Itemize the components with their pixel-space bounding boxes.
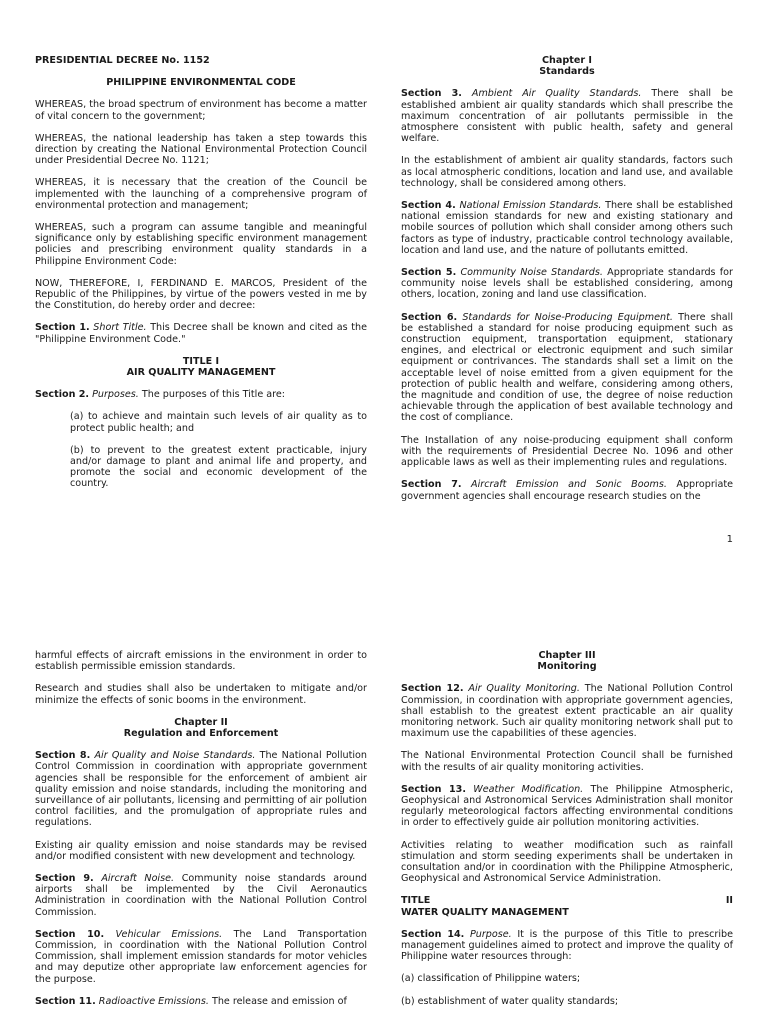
section-heading: Section 2. xyxy=(35,389,90,401)
section-heading: Section 5. xyxy=(401,267,457,279)
whereas-paragraph: WHEREAS, the national leadership has taken a step towards this direction by creating the National Environmental Protection Council under Presidential Decree No. 1121; xyxy=(35,132,367,167)
section-heading: Section 7. xyxy=(401,479,462,491)
section-1 xyxy=(35,322,367,344)
section-12-paragraph-2: The National Environmental Protection Council shall be furnished with the results of air quality monitoring activities. xyxy=(401,750,733,773)
chapter-1-heading xyxy=(401,55,733,77)
section-2 xyxy=(35,389,367,400)
section-13 xyxy=(401,784,733,829)
section-body: Appropriate government agencies shall encourage research studies on the xyxy=(401,479,733,502)
section-heading: Section 11. xyxy=(35,995,96,1007)
section-body: The National Pollution Control Commission in coordination with appropriate government agencies shall be responsible for the enforcement of ambient air quality emission and noise standards, including the monitoring and surveillance of air pollutants, licensing and permitting of air pollution control facilities, and the promulgation of appropriate rules and regulations. xyxy=(35,750,367,829)
code-title: PHILIPPINE ENVIRONMENTAL CODE xyxy=(106,77,296,89)
title-subtitle: WATER QUALITY MANAGEMENT xyxy=(401,906,569,918)
section-body: The Philippine Atmospheric, Geophysical and Astronomical Services Administration shall monitor regularly meteorological factors affecting environmental conditions in order to effectively guide air pollution monitoring activities. xyxy=(401,783,734,829)
section-heading: Section 14. xyxy=(401,928,465,940)
purpose-item-b: (b) establishment of water quality standards; xyxy=(401,995,619,1007)
section-subtitle: Air Quality Monitoring. xyxy=(468,683,580,695)
purpose-item-a: (a) classification of Philippine waters; xyxy=(401,973,581,985)
section-heading: Section 12. xyxy=(401,683,464,695)
document-page-2 xyxy=(0,640,768,1024)
section-subtitle: Aircraft Emission and Sonic Booms. xyxy=(471,479,667,491)
section-3 xyxy=(401,88,733,144)
section-heading: Section 13. xyxy=(401,783,466,795)
purpose-item-a: (a) to achieve and maintain such levels of air quality as to protect public health; and xyxy=(70,411,367,434)
title-2-heading xyxy=(401,895,733,906)
section-body: The purposes of this Title are: xyxy=(138,389,286,401)
section-subtitle: Short Title. xyxy=(93,322,147,334)
section-6-paragraph-2: The Installation of any noise-producing equipment shall conform with the requirements of Presidential Decree No. 1096 and other applicable laws as well as their implementing rules and regulations. xyxy=(401,434,733,469)
chapter-subtitle: Regulation and Enforcement xyxy=(123,728,279,740)
section-body: This Decree shall be known and cited as the "Philippine Environment Code." xyxy=(35,322,367,345)
whereas-paragraph: WHEREAS, the broad spectrum of environment has become a matter of vital concern to the government; xyxy=(35,99,367,122)
section-8-paragraph-2: Existing air quality emission and noise standards may be revised and/or modified consistent with new development and technology. xyxy=(35,839,367,862)
chapter-2-heading xyxy=(35,717,367,739)
section-10 xyxy=(35,929,367,985)
purpose-item-b: (b) to prevent to the greatest extent practicable, injury and/or damage to plant and animal life and property, and promote the social and economic development of the country. xyxy=(70,444,367,490)
section-heading: Section 1. xyxy=(35,322,90,334)
section-subtitle: Ambient Air Quality Standards. xyxy=(471,88,642,100)
section-heading: Section 4. xyxy=(401,200,456,212)
section-body: The National Pollution Control Commission, in coordination with appropriate government agencies, shall establish to the greatest extent practicable an air quality monitoring network. Such air quality monitoring network shall put to maximum use the capabilities of these agencies. xyxy=(401,683,733,740)
section-3-paragraph-2: In the establishment of ambient air quality standards, factors such as local atmospheric conditions, location and land use, and available technology, shall be considered among others. xyxy=(401,155,733,189)
enacting-clause: NOW, THEREFORE, I, FERDINAND E. MARCOS, President of the Republic of the Philippines, by virtue of the powers vested in me by the Constitution, do hereby order and decree: xyxy=(35,277,367,312)
chapter-subtitle: Standards xyxy=(539,66,595,78)
title-label: TITLE I xyxy=(182,355,220,367)
section-subtitle: Radioactive Emissions. xyxy=(98,995,209,1007)
section-11 xyxy=(35,996,367,1007)
chapter-label: Chapter I xyxy=(542,55,592,66)
chapter-subtitle: Monitoring xyxy=(537,661,597,673)
decree-number: PRESIDENTIAL DECREE No. 1152 xyxy=(35,55,210,66)
section-subtitle: Aircraft Noise. xyxy=(101,873,175,885)
page-gap xyxy=(0,560,768,640)
section-subtitle: Standards for Noise-Producing Equipment. xyxy=(462,311,673,323)
section-14 xyxy=(401,929,733,963)
title-label: TITLE xyxy=(401,895,431,907)
page1-left-column xyxy=(35,55,367,501)
section-subtitle: Vehicular Emissions. xyxy=(115,928,223,940)
section-body: There shall be established ambient air quality standards which shall prescribe the maximum concentration of air pollutants permissible in the atmosphere consistent with public health, safety and general welfare. xyxy=(401,88,733,145)
section-5 xyxy=(401,267,733,301)
title-number: II xyxy=(725,895,733,907)
title-subtitle: AIR QUALITY MANAGEMENT xyxy=(126,367,276,379)
section-subtitle: Community Noise Standards. xyxy=(460,267,603,279)
section-4 xyxy=(401,200,733,256)
title-1-heading xyxy=(35,356,367,378)
section-heading: Section 9. xyxy=(35,873,94,885)
chapter-3-heading xyxy=(401,650,733,672)
page2-left-column xyxy=(35,650,367,1018)
chapter-label: Chapter II xyxy=(174,716,228,728)
section-subtitle: National Emission Standards. xyxy=(459,200,602,212)
research-paragraph: Research and studies shall also be undertaken to mitigate and/or minimize the effects of sonic booms in the environment. xyxy=(35,683,367,706)
section-heading: Section 10. xyxy=(35,928,105,940)
section-subtitle: Weather Modification. xyxy=(473,783,584,795)
section-body: Community noise standards around airports shall be implemented by the Civil Aeronautics Administration in coordination with the National Pollution Control Commission. xyxy=(35,873,367,918)
section-body: There shall be established national emission standards for new and existing stationary and mobile sources of pollution which shall consider among others such factors as type of industry, practicable control technology available, location and land use, and the nature of pollutants emitted. xyxy=(401,200,733,256)
chapter-label: Chapter III xyxy=(538,650,596,661)
section-8 xyxy=(35,750,367,828)
page-number: 1 xyxy=(726,534,733,545)
continued-paragraph: harmful effects of aircraft emissions in the environment in order to establish permissible emission standards. xyxy=(35,650,367,673)
section-subtitle: Air Quality and Noise Standards. xyxy=(94,750,256,762)
section-body: Appropriate standards for community noise levels shall be established considering, among others, location, zoning and land use classification. xyxy=(401,267,733,301)
section-6 xyxy=(401,312,733,424)
page1-right-column xyxy=(401,55,733,513)
whereas-paragraph: WHEREAS, it is necessary that the creation of the Council be implemented with the launching of a comprehensive program of environmental protection and management; xyxy=(35,177,367,211)
section-13-paragraph-2: Activities relating to weather modification such as rainfall stimulation and storm seeding experiments shall be undertaken in consultation and/or in coordination with the Philippine Atmospheric, Geophysical and Astronomical Service Administration. xyxy=(401,839,733,885)
section-heading: Section 3. xyxy=(401,88,462,100)
whereas-paragraph: WHEREAS, such a program can assume tangible and meaningful significance only by establishing specific environment management policies and prescribing environment quality standards in a Philippine Environment Code: xyxy=(35,222,367,267)
section-body: The release and emission of xyxy=(208,995,347,1007)
section-subtitle: Purpose. xyxy=(469,928,512,940)
section-12 xyxy=(401,683,733,739)
section-body: There shall be established a standard for noise producing equipment such as construction equipment, transportation equipment, stationary engines, and electrical or electronic equipment and such similar equipment or contrivances. The standards shall set a limit on the acceptable level of noise emitted from a given equipment for the protection of public health and welfare, considering among others, the magnitude and condition of use, the degree of noise reduction achievable through the application of best available technology and the cost of compliance. xyxy=(401,311,733,424)
section-body: The Land Transportation Commission, in coordination with the National Pollution Control Commission, shall implement emission standards for motor vehicles and may deputize other appropriate law enforcement agencies for the purpose. xyxy=(35,928,367,985)
section-subtitle: Purposes. xyxy=(92,389,139,401)
section-heading: Section 8. xyxy=(35,750,91,762)
section-heading: Section 6. xyxy=(401,311,458,323)
section-body: It is the purpose of this Title to prescribe management guidelines aimed to protect and improve the quality of Philippine water resources through: xyxy=(401,928,733,963)
section-7 xyxy=(401,479,733,501)
page2-right-column xyxy=(401,650,733,1018)
section-9 xyxy=(35,873,367,918)
